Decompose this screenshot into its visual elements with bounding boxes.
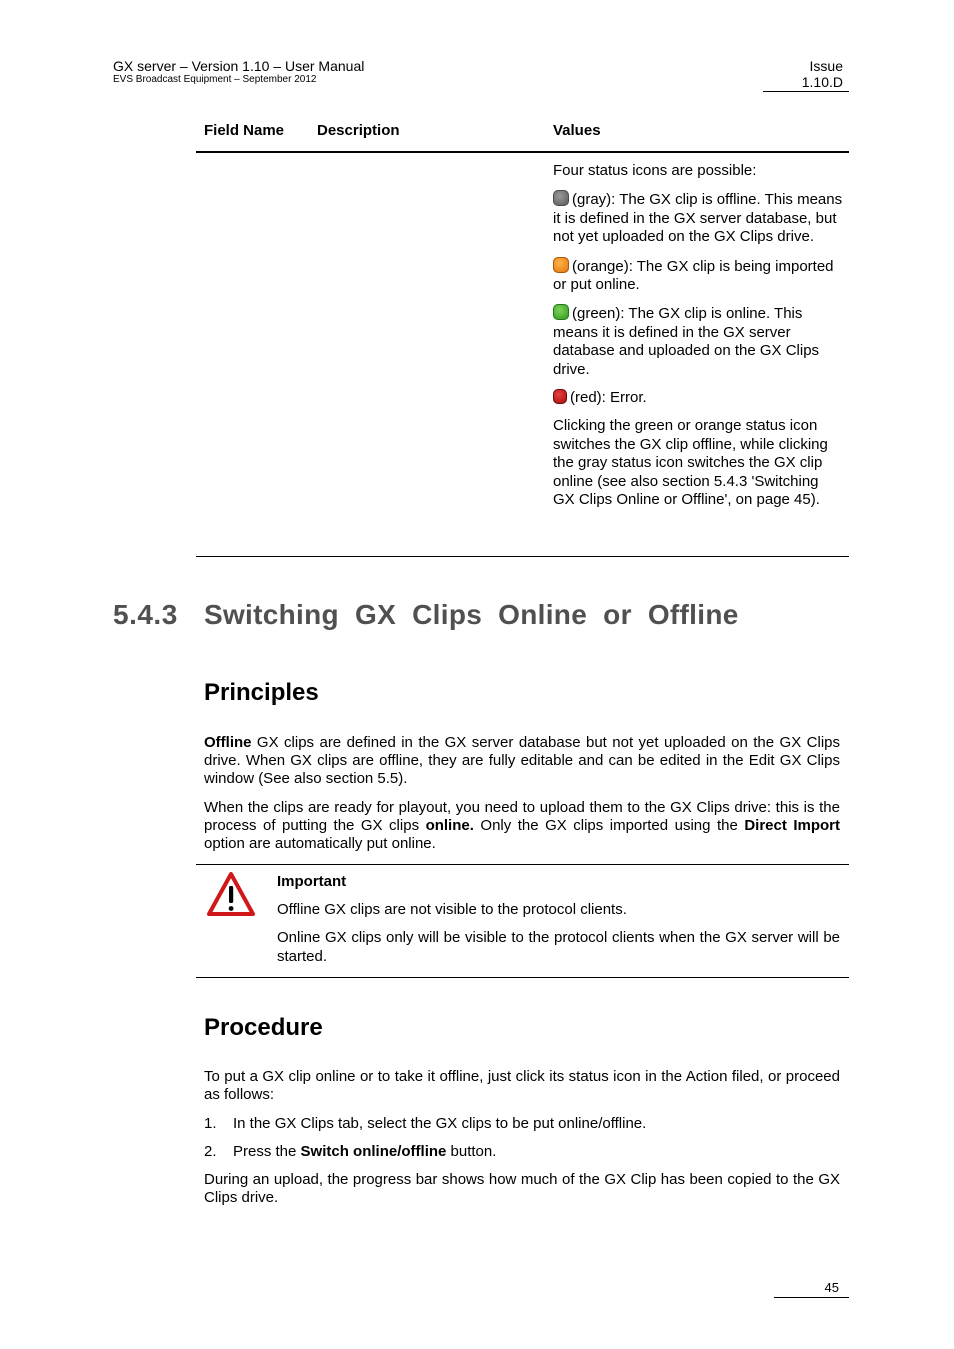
principles-heading: Principles — [204, 679, 319, 706]
values-intro: Four status icons are possible: — [553, 162, 757, 179]
principles-paragraph-2 — [204, 799, 840, 854]
direct-import-term: Direct Import — [744, 816, 840, 834]
status-red-text: (red): Error. — [570, 389, 647, 407]
column-header-field-name: Field Name — [204, 122, 285, 139]
switch-online-offline-term: Switch online/offline — [300, 1143, 447, 1160]
step-2-post: button. — [446, 1143, 497, 1160]
document-subtitle: EVS Broadcast Equipment – September 2012 — [113, 74, 317, 85]
issue-block — [723, 58, 843, 90]
important-note — [277, 873, 840, 976]
clicking-note: Clicking the green or orange status icon switches the GX clip offline, while clicking the gray status icon switches the GX clip online (see also section 5.4.3 'Switching GX Clips Online or Offline', on page 45). — [553, 417, 828, 509]
step-2-text — [233, 1143, 496, 1161]
important-line-1: Offline GX clips are not visible to the protocol clients. — [277, 901, 627, 919]
status-orange-entry — [553, 257, 843, 295]
procedure-heading: Procedure — [204, 1014, 323, 1041]
status-green-text: (green): The GX clip is online. This means it is defined in the GX server database and uploaded on the GX Clips drive. — [553, 305, 820, 378]
offline-term: Offline — [204, 734, 252, 751]
header-rule — [763, 91, 849, 92]
principles-body — [204, 734, 840, 863]
important-bottom-rule — [196, 977, 849, 978]
procedure-intro: To put a GX clip online or to take it offline, just click its status icon in the Action filed, or proceed as follows: — [204, 1068, 840, 1104]
step-1-text: In the GX Clips tab, select the GX clips to be put online/offline. — [233, 1115, 647, 1132]
section-title: Switching GX Clips Online or Offline — [204, 599, 739, 630]
principles-p2-text-b: Only the GX clips imported using the — [473, 816, 745, 834]
column-header-values: Values — [553, 122, 601, 139]
status-green-entry — [553, 304, 843, 379]
footer-rule — [774, 1297, 849, 1298]
status-orange-text: (orange): The GX clip is being imported or put online. — [553, 257, 834, 294]
principles-p1-text: GX clips are defined in the GX server database but not yet uploaded on the GX Clips drive. When GX clips are offline, they are fully editable and can be edited in the Edit GX Clips window (See also section 5.5). — [204, 734, 840, 788]
issue-label: Issue — [809, 58, 843, 74]
orange-status-icon — [553, 257, 569, 273]
step-2-number: 2. — [204, 1143, 217, 1160]
document-title: GX server – Version 1.10 – User Manual — [113, 58, 365, 74]
red-status-icon — [553, 389, 567, 404]
values-cell — [553, 162, 843, 520]
procedure-outro: During an upload, the progress bar shows how much of the GX Clip has been copied to the GX Clips drive. — [204, 1171, 840, 1207]
section-number: 5.4.3 — [113, 599, 178, 630]
column-header-description: Description — [317, 122, 400, 139]
principles-paragraph-1 — [204, 734, 840, 789]
principles-p2-text-a: When the clips are ready for playout, you need to upload them to the GX Clips drive: this is the process of putting the GX clips — [204, 798, 840, 834]
important-top-rule — [196, 864, 849, 865]
important-line-2: Online GX clips only will be visible to the protocol clients when the GX server will be started. — [277, 929, 840, 965]
page-number: 45 — [824, 1280, 839, 1295]
step-2-pre: Press the — [233, 1143, 301, 1160]
important-title: Important — [277, 873, 347, 890]
principles-p2-text-c: option are automatically put online. — [204, 835, 436, 853]
status-red-entry — [553, 389, 843, 407]
status-gray-text: (gray): The GX clip is offline. This means it is defined in the GX server database, but not yet uploaded on the GX Clips drive. — [553, 191, 843, 246]
gray-status-icon — [553, 190, 569, 206]
green-status-icon — [553, 304, 569, 320]
table-bottom-rule — [196, 556, 849, 557]
issue-value: 1.10.D — [801, 74, 843, 90]
status-gray-entry — [553, 190, 843, 246]
step-1-number: 1. — [204, 1115, 217, 1132]
table-header-rule — [196, 151, 849, 153]
warning-triangle-icon — [206, 871, 256, 917]
online-term: online. — [425, 816, 474, 834]
